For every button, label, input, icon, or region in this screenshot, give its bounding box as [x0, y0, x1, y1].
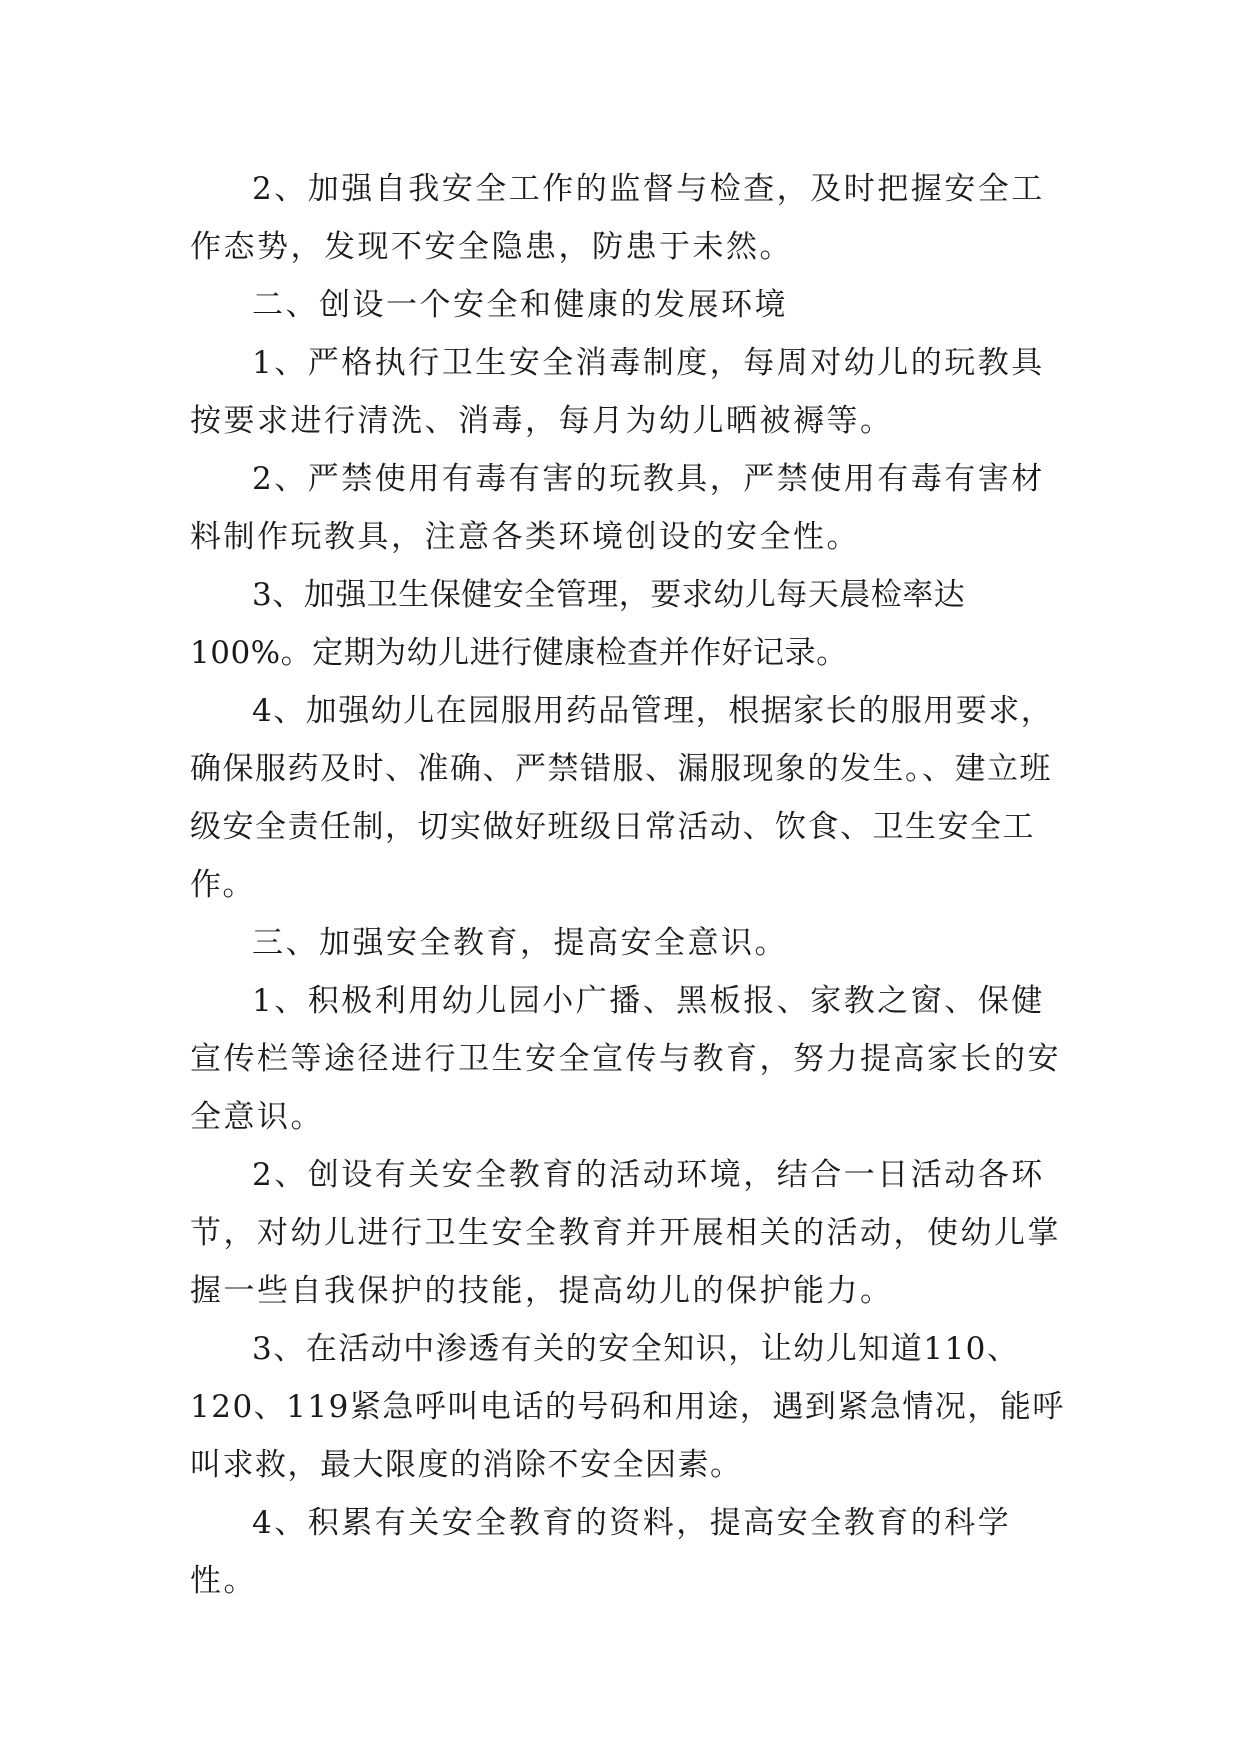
paragraph-disinfection: 1、严格执行卫生安全消毒制度，每周对幼儿的玩教具按要求进行清洗、消毒，每月为幼儿晒被褥等。 [190, 345, 1045, 439]
paragraph-self-supervision: 2、加强自我安全工作的监督与检查，及时把握安全工作态势，发现不安全隐患，防患于未然。 [190, 171, 1045, 265]
heading-section-three: 三、加强安全教育，提高安全意识。 [252, 925, 788, 961]
paragraph-emergency-numbers: 3、在活动中渗透有关的安全知识，让幼儿知道110、120、119紧急呼叫电话的号码和用途，遇到紧急情况，能呼叫求救，最大限度的消除不安全因素。 [190, 1331, 1065, 1483]
paragraph-health-care: 3、加强卫生保健安全管理，要求幼儿每天晨检率达100%。定期为幼儿进行健康检查并作好记录。 [190, 577, 966, 671]
paragraph-publicity: 1、积极利用幼儿园小广播、黑板报、家教之窗、保健宣传栏等途径进行卫生安全宣传与教育，努力提高家长的安全意识。 [190, 983, 1061, 1135]
paragraph-toy-safety: 2、严禁使用有毒有害的玩教具，严禁使用有毒有害材料制作玩教具，注意各类环境创设的安全性。 [190, 461, 1045, 555]
paragraph-medicine-management: 4、加强幼儿在园服用药品管理，根据家长的服用要求，确保服药及时、准确、严禁错服、漏服现象的发生。、建立班级安全责任制，切实做好班级日常活动、饮食、卫生安全工作。 [190, 693, 1054, 903]
document-body [190, 160, 1070, 1610]
heading-section-two: 二、创设一个安全和健康的发展环境 [252, 287, 788, 323]
paragraph-materials: 4、积累有关安全教育的资料，提高安全教育的科学性。 [190, 1505, 1012, 1599]
paragraph-activity-environment: 2、创设有关安全教育的活动环境，结合一日活动各环节，对幼儿进行卫生安全教育并开展相关的活动，使幼儿掌握一些自我保护的技能，提高幼儿的保护能力。 [190, 1157, 1061, 1309]
